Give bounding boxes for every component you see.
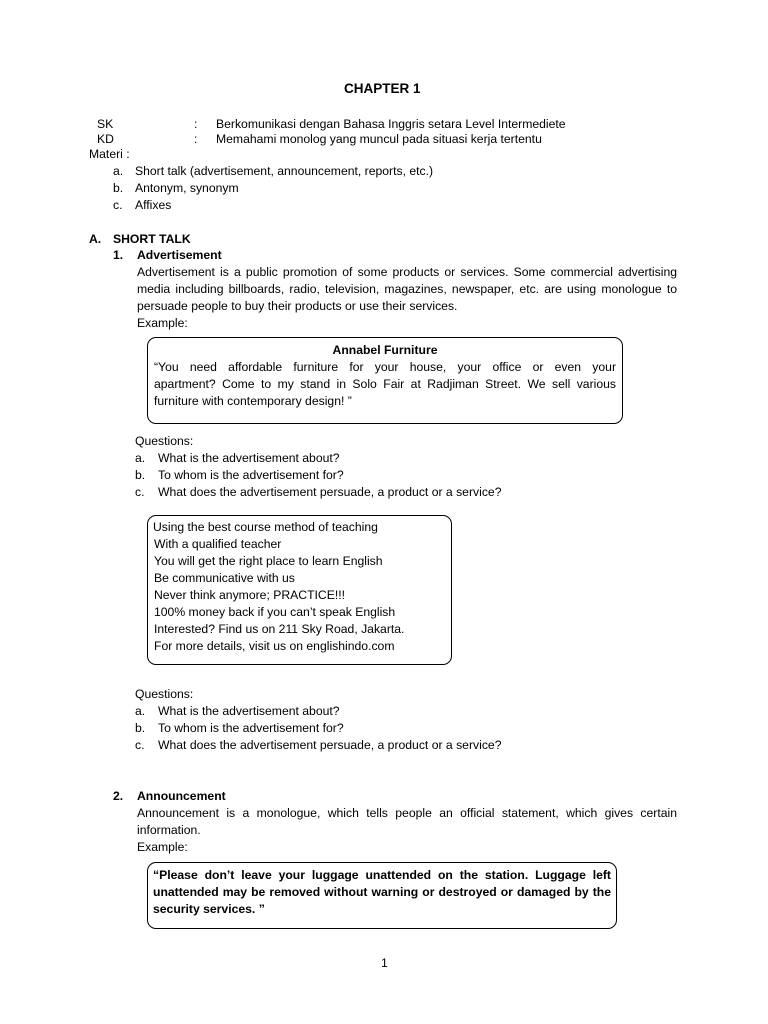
advertisement-line: Interested? Find us on 211 Sky Road, Jakarta. xyxy=(154,622,405,636)
example-label: Example: xyxy=(137,316,188,330)
announcement-line: “Please don’t leave your luggage unattended on the station. Luggage left xyxy=(153,868,611,882)
question-letter: b. xyxy=(135,468,146,482)
example-box-line: apartment? Come to my stand in Solo Fair at Radjiman Street. We sell various xyxy=(154,377,616,391)
subsection-title: Advertisement xyxy=(137,248,222,262)
advertisement-line: You will get the right place to learn English xyxy=(154,554,383,568)
sk-colon: : xyxy=(194,117,198,131)
question-letter: c. xyxy=(135,738,145,752)
question-letter: a. xyxy=(135,704,146,718)
sk-text: Berkomunikasi dengan Bahasa Inggris setara Level Intermediete xyxy=(216,117,566,131)
question: To whom is the advertisement for? xyxy=(158,721,344,735)
paragraph-line: persuade people to buy their products or use their services. xyxy=(137,299,458,313)
section-letter: A. xyxy=(89,232,102,246)
question: To whom is the advertisement for? xyxy=(158,468,344,482)
question-letter: a. xyxy=(135,451,146,465)
question: What does the advertisement persuade, a product or a service? xyxy=(158,485,502,499)
advertisement-line: Be communicative with us xyxy=(154,571,295,585)
page-number: 1 xyxy=(381,956,388,970)
question-letter: c. xyxy=(135,485,145,499)
materi-item: Antonym, synonym xyxy=(135,181,239,195)
question-letter: b. xyxy=(135,721,146,735)
sk-label: SK xyxy=(97,117,114,131)
subsection-title: Announcement xyxy=(137,789,226,803)
materi-item-letter: b. xyxy=(113,181,124,195)
advertisement-line: 100% money back if you can’t speak English xyxy=(154,605,396,619)
question: What is the advertisement about? xyxy=(158,451,340,465)
paragraph-line: Announcement is a monologue, which tells people an official statement, which gives certain xyxy=(137,806,677,820)
questions-label: Questions: xyxy=(135,687,194,701)
advertisement-line: For more details, visit us on englishindo.com xyxy=(154,639,395,653)
announcement-line: unattended may be removed without warning or destroyed or damaged by the xyxy=(153,885,611,899)
materi-item: Affixes xyxy=(135,198,172,212)
announcement-box xyxy=(147,862,617,929)
subsection-number: 1. xyxy=(113,248,124,262)
example-box xyxy=(147,337,623,424)
materi-item-letter: c. xyxy=(113,198,123,212)
example-box-line: “You need affordable furniture for your house, your office or even your xyxy=(154,360,616,374)
kd-label: KD xyxy=(97,132,114,146)
paragraph-line: information. xyxy=(137,823,201,837)
subsection-number: 2. xyxy=(113,789,124,803)
example-box-line: furniture with contemporary design! ” xyxy=(154,394,352,408)
example-label: Example: xyxy=(137,840,188,854)
kd-colon: : xyxy=(194,132,198,146)
materi-label: Materi : xyxy=(89,147,130,161)
materi-item: Short talk (advertisement, announcement, reports, etc.) xyxy=(135,164,434,178)
question: What is the advertisement about? xyxy=(158,704,340,718)
advertisement-box xyxy=(147,515,452,665)
announcement-line: security services. ” xyxy=(153,902,265,916)
materi-item-letter: a. xyxy=(113,164,124,178)
advertisement-line: Using the best course method of teaching xyxy=(153,520,378,534)
kd-text: Memahami monolog yang muncul pada situasi kerja tertentu xyxy=(216,132,542,146)
paragraph-line: Advertisement is a public promotion of some products or services. Some commercial advertising xyxy=(137,265,677,279)
advertisement-line: With a qualified teacher xyxy=(154,537,282,551)
example-box-heading: Annabel Furniture xyxy=(332,343,438,357)
page-title: CHAPTER 1 xyxy=(344,81,421,96)
section-title: SHORT TALK xyxy=(113,232,191,246)
advertisement-line: Never think anymore; PRACTICE!!! xyxy=(154,588,345,602)
questions-label: Questions: xyxy=(135,434,194,448)
paragraph-line: media including billboards, radio, television, magazines, newspaper, etc. are using monologue to xyxy=(137,282,677,296)
question: What does the advertisement persuade, a product or a service? xyxy=(158,738,502,752)
